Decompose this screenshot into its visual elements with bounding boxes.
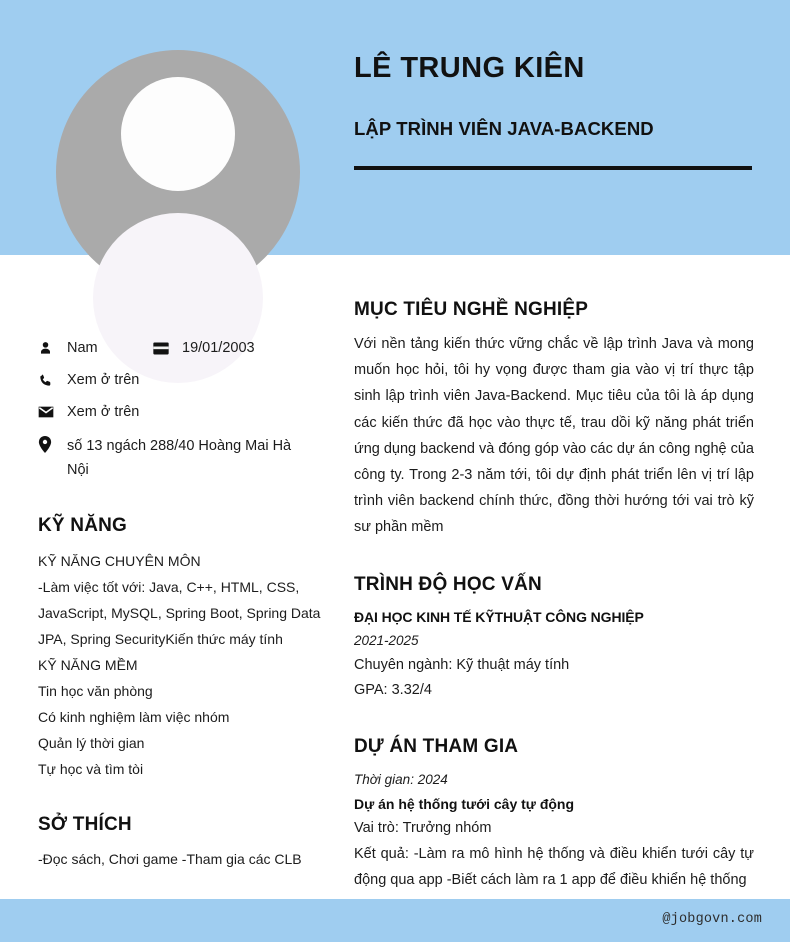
contact-address-value: số 13 ngách 288/40 Hoàng Mai Hà Nội [67,438,292,478]
contact-phone-value: Xem ở trên [67,372,140,388]
education-period: 2021-2025 [354,632,419,648]
contact-phone [38,370,139,390]
phone-icon [38,370,56,390]
skills-heading: KỸ NĂNG [38,515,128,536]
education-major: Chuyên ngành: Kỹ thuật máy tính [354,656,570,673]
education-section [354,573,754,703]
education-heading: TRÌNH ĐỘ HỌC VẤN [354,573,542,595]
hobbies-section [38,813,338,871]
watermark: @jobgovn.com [662,912,762,927]
hobbies-text: -Đọc sách, Chơi game -Tham gia các CLB [38,851,302,867]
project-period: Thời gian: 2024 [354,771,448,787]
skills-line: KỸ NĂNG MỀM [38,657,138,673]
calendar-icon [153,338,171,358]
contact-row [38,338,338,358]
job-title: LẬP TRÌNH VIÊN JAVA-BACKEND [354,118,654,139]
projects-heading: DỰ ÁN THAM GIA [354,735,519,757]
skills-line: Tin học văn phòng [38,683,153,699]
objective-heading: MỤC TIÊU NGHỀ NGHIỆP [354,299,589,320]
header-divider [354,166,752,170]
footer-band [0,899,790,942]
contact-email-value: Xem ở trên [67,404,140,420]
project-name: Dự án hệ thống tưới cây tự động [354,795,575,812]
avatar-head-shape [121,77,235,191]
skills-line: KỸ NĂNG CHUYÊN MÔN [38,553,201,569]
objective-text: Với nền tảng kiến thức vững chắc về lập trình Java và mong muốn học hỏi, tôi hy vọng được tham gia vào vị trí thực tập sinh lập trình viên Java-Backend. Mục tiêu của tôi là áp dụng các kiến thức đã học vào thực tế, trau dồi kỹ năng phát triển ứng dụng backend và đóng góp vào các dự án công nghệ của công ty. Trong 2-3 năm tới, tôi dự định phát triển lên vị trí lập trình viên backend chính thức, đồng thời hướng tới vai trò kỹ sư phần mềm [354,336,754,536]
project-result: Kết quả: -Làm ra mô hình hệ thống và điều khiển tưới cây tự động qua app -Biết cách làm ra 1 app để điều khiển hệ thống [354,845,754,888]
objective-section [354,298,754,541]
skills-line: Có kinh nghiệm làm việc nhóm [38,709,230,725]
header-text-block [354,46,754,141]
contact-birthday [153,338,255,358]
envelope-icon [38,402,56,422]
contact-address [38,434,309,482]
avatar [56,50,300,294]
page-title: LÊ TRUNG KIÊN [354,52,585,84]
projects-section [354,735,754,893]
contact-birthday-value: 19/01/2003 [182,340,255,356]
education-gpa: GPA: 3.32/4 [354,681,432,698]
location-pin-icon [38,434,56,454]
contact-row [38,402,338,422]
contact-gender-value: Nam [67,340,98,356]
left-column [38,338,338,871]
project-role: Vai trò: Trưởng nhóm [354,819,492,836]
contact-gender [38,338,153,358]
contact-row [38,434,338,482]
skills-section [38,514,338,782]
skills-line: Tự học và tìm tòi [38,761,144,777]
skills-line: Quản lý thời gian [38,735,145,751]
education-institution: ĐẠI HỌC KINH TẾ KỸTHUẬT CÔNG NGHIỆP [354,608,644,625]
hobbies-heading: SỞ THÍCH [38,814,132,835]
person-icon [38,338,56,358]
contact-email [38,402,139,422]
contact-row [38,370,338,390]
right-column [354,298,754,893]
skills-line: -Làm việc tốt với: Java, C++, HTML, CSS, JavaScript, MySQL, Spring Boot, Spring Data JPA, Spring SecurityKiến thức máy tính [38,579,321,647]
